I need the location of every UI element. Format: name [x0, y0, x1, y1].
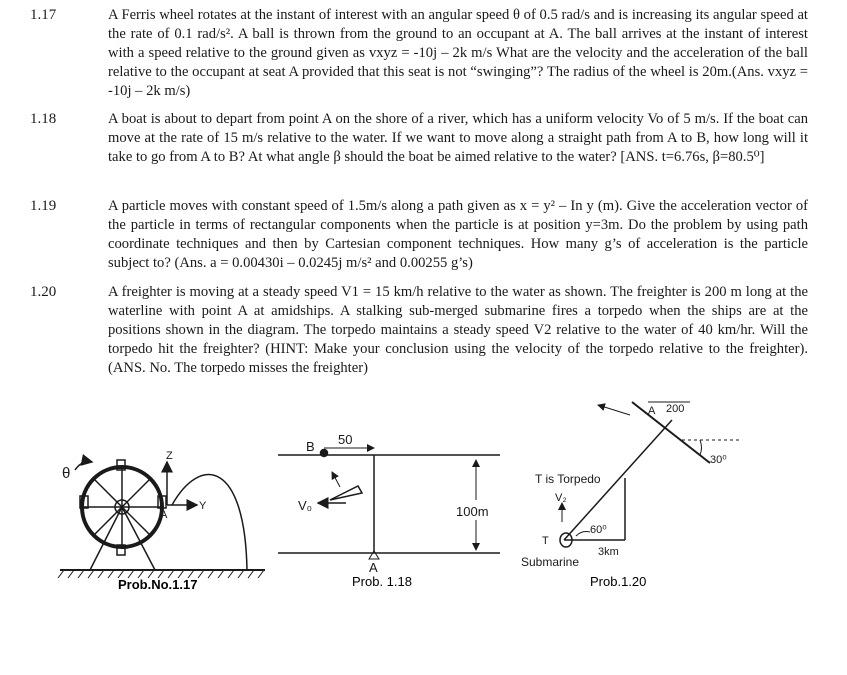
y-label: Y [199, 500, 207, 512]
v1-arrow [598, 405, 630, 415]
height-label: 100m [456, 504, 489, 519]
theta-label: θ [62, 465, 71, 482]
problem-text: A freighter is moving at a steady speed V1 = 15 km/h relative to the water as shown. The freighter is 200 m long at the waterline with point A at amidships. A stalking sub-merged submarine fires a torpedo when the ships are at the positions shown in the diagram. The torpedo maintains a steady speed V2 relative to the water of 40 km/hr. Will the torpedo hit the freighter? (HINT: Make your conclusion using the velocity of the torpedo relative to the freighter). (ANS. No. The torpedo misses the freighter) [108, 284, 808, 376]
point-b [321, 450, 328, 457]
wheel-spokes [82, 467, 162, 547]
z-label: Z [166, 450, 173, 462]
t-label: T [542, 535, 549, 547]
submarine-label: Submarine [521, 555, 580, 569]
angle-60-label: 60⁰ [590, 524, 607, 536]
problem-text: A boat is about to depart from point A on the shore of a river, which has a uniform velocity Vo of 5 m/s. If the boat can move at the rate of 15 m/s relative to the water. If we want to move along a straight path from A to B, how long will it take to go from A to B? At what angle β should the boat be aimed relative to the water? [ANS. t=6.76s, β=80.5⁰] [108, 111, 808, 165]
v2-label: V₂ [555, 492, 567, 504]
theta-arrow [75, 462, 92, 470]
dist-3km-label: 3km [598, 546, 619, 558]
a-label: A [160, 509, 168, 521]
vo-label: V₀ [298, 498, 313, 513]
angle-30-label: 30⁰ [710, 454, 727, 466]
b-label: B [306, 439, 315, 454]
dist-50-label: 50 [338, 432, 353, 447]
a-label-120: A [648, 405, 656, 417]
problem-text: A Ferris wheel rotates at the instant of interest with an angular speed θ of 0.5 rad/s and is increasing its angular speed at the rate of 0.1 rad/s². A ball is thrown from the ground to an occupant at A. The ball arrives at the instant of interest with a speed relative to the ground given as vxyz = -10j – 2k m/s What are the velocity and the acceleration of the ball relative to the occupant at seat A provided that this seat is not “swinging”? The radius of the wheel is 20m.(Ans. vxyz = -10j – 2k m/s) [108, 7, 808, 99]
torpedo-note: T is Torpedo [535, 472, 601, 486]
problem-number: 1.17 [30, 7, 57, 23]
a-label-118: A [369, 560, 378, 575]
problem-number: 1.20 [30, 284, 57, 300]
boat-heading-arrow [332, 472, 340, 487]
ball-trajectory [172, 475, 247, 570]
problem-text: A particle moves with constant speed of 1.5m/s along a path given as x = y² – In y (m). Give the acceleration vector of the particle in terms of rectangular components when the particle is at position y=3m. Do the problem by using path coordinate techniques and then by Cartesian component techniques. How many g’s of acceleration is the particle subject to? (Ans. a = 0.00430i – 0.0245j m/s² and 0.00255 g’s) [108, 198, 808, 271]
boat-shape [330, 486, 362, 500]
caption-1-18: Prob. 1.18 [352, 574, 412, 589]
problem-number: 1.18 [30, 111, 57, 127]
problem-number: 1.19 [30, 198, 57, 214]
caption-1-20: Prob.1.20 [590, 574, 647, 589]
caption-1-17: Prob.No.1.17 [118, 577, 198, 592]
len-label: 200 [666, 403, 685, 415]
